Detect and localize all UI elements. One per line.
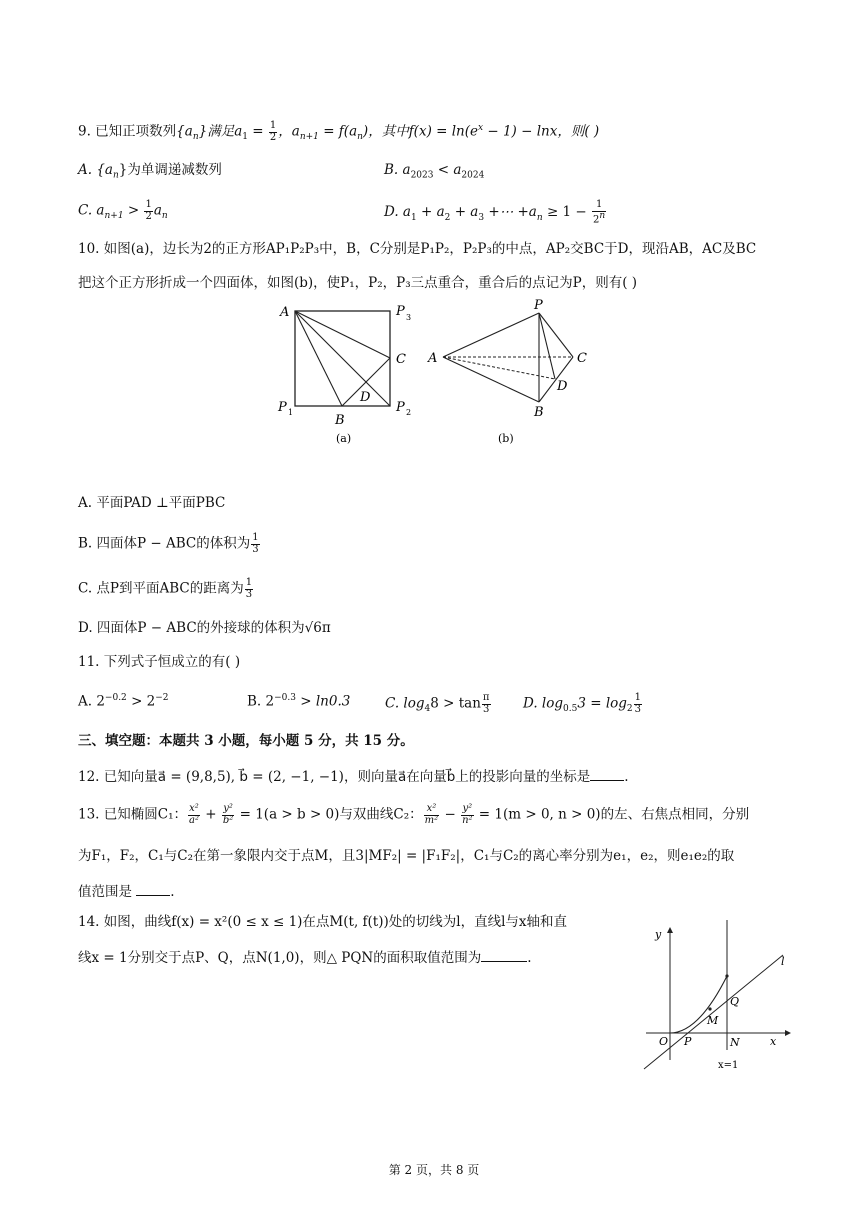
q14-line2: 线x = 1分别交于点P、Q，点N(1,0)，则△ PQN的面积取值范围为 . [78,950,532,966]
svg-text:3: 3 [406,313,412,322]
q11-option-c: C. $\log_48 > \tan$ $\frac{\pi}{3}$ [385,692,490,715]
q10-figure-a [270,296,430,448]
line-l-label: l [781,955,785,968]
q11-stem: 11. 下列式子恒成立的有( ) [78,654,241,670]
label-m: M [707,1014,719,1027]
q13-line1: 13. 已知椭圆C₁： $\frac{\text{x²}}{\text{a²}}$ + $\frac{\text{y²}}{\text{b²}}$ = 1(a > b > 0)与双曲线C₂： $\frac{\text{x²}}{\text{m²}}$ − $\frac{\text{y²}}{\text{n²}}$ = 1(m > 0, n > 0)的左、右焦点相同，分别 [78,803,750,826]
q10-option-d: D. 四面体P − ABC的外接球的体积为√6π [78,620,331,636]
q9-option-a: A. $\{a_n\}$为单调递减数列 [78,162,222,181]
q10-figure-b [425,295,600,448]
q10-option-c: C. 点P到平面ABC的距离为 $\frac{1}{3}$ [78,577,253,600]
q10-option-b: B. 四面体P − ABC的体积为 $\frac{1}{3}$ [78,532,259,555]
q10-stem-line2: 把这个正方形折成一个四面体，如图(b)，使P₁，P₂，P₃三点重合，重合后的点记为P，则有( ) [78,275,638,291]
page-footer: 第 2 页，共 8 页 [388,1163,480,1177]
svg-text:1: 1 [288,408,294,417]
caption-a: (a) [336,432,352,445]
q9-stem: 9. 已知正项数列$\{a_n\}$满足$a_1$ = $\frac{1}{2}$ ，$a_{n+1} = f(a_n)$，其中$f(x) = \ln(e^x - 1) - \ln x$，则( ) [78,120,600,143]
q10-stem-line1: 10. 如图(a)，边长为2的正方形AP₁P₂P₃中，B，C分别是P₁P₂，P₂P₃的中点，AP₂交BC于D，现沿AB，AC及BC [78,241,757,257]
answer-blank[interactable] [590,768,624,781]
q11-option-d: D. $\log_{0.5}3 = \log_2$ $\frac{1}{3}$ [523,692,642,715]
q11-option-b: B. $2^{-0.3} > \ln 0.3$ [247,693,351,710]
axis-y-label: y [655,928,662,941]
svg-text:2: 2 [406,408,412,417]
label-d: D [557,379,568,394]
section-3-heading: 三、填空题：本题共 3 小题，每小题 5 分，共 15 分。 [78,733,414,749]
q13-line2: 为F₁，F₂，C₁与C₂在第一象限内交于点M，且3|MF₂| = |F₁F₂|，C₁与C₂的离心率分别为e₁，e₂，则e₁e₂的取 [78,848,735,864]
axis-x-label: x [770,1035,777,1048]
q9-option-b: B. $a_{2023} < a_{2024}$ [384,162,485,181]
q13-line3: 值范围是 . [78,884,175,900]
label-p: P [534,298,543,313]
fraction-half: $\frac{1}{2}$ [269,120,277,143]
label-p3: P [396,304,405,319]
answer-blank[interactable] [481,949,527,962]
caption-b: (b) [498,432,514,445]
q14-figure [638,920,798,1072]
label-d: D [360,390,371,405]
label-q: Q [730,995,740,1008]
label-c: C [396,352,406,367]
label-o: O [659,1035,669,1048]
label-p2: P [396,400,405,415]
label-b: B [335,413,345,428]
q12-text: 12. 已知向量a⃗ = (9,8,5), b⃗ = (2, −1, −1)，则向量a⃗在向量b⃗上的投影向量的坐标是 . [78,769,629,785]
q9-option-d: D. $a_1 + a_2 + a_3$ +⋯ $+a_n \ge 1$ − $\frac{1}{2^n}$ [384,199,606,225]
label-n: N [730,1036,740,1049]
q10-option-a: A. 平面PAD ⊥平面PBC [78,495,226,511]
label-x-equals-1: x=1 [718,1060,739,1071]
label-b: B [534,405,544,420]
q11-option-a: A. $2^{-0.2} > 2^{-2}$ [78,693,169,710]
q9-option-c: C. $a_{n+1}$ > $\frac{1}{2}$ $a_n$ [78,199,168,222]
label-p1: P [278,400,287,415]
label-p: P [684,1035,692,1048]
label-a: A [428,351,438,366]
q14-line1: 14. 如图，曲线f(x) = x²(0 ≤ x ≤ 1)在点M(t, f(t))处的切线为l，直线l与x轴和直 [78,914,568,930]
answer-blank[interactable] [136,883,170,896]
label-a: A [280,305,290,320]
label-c: C [577,351,587,366]
